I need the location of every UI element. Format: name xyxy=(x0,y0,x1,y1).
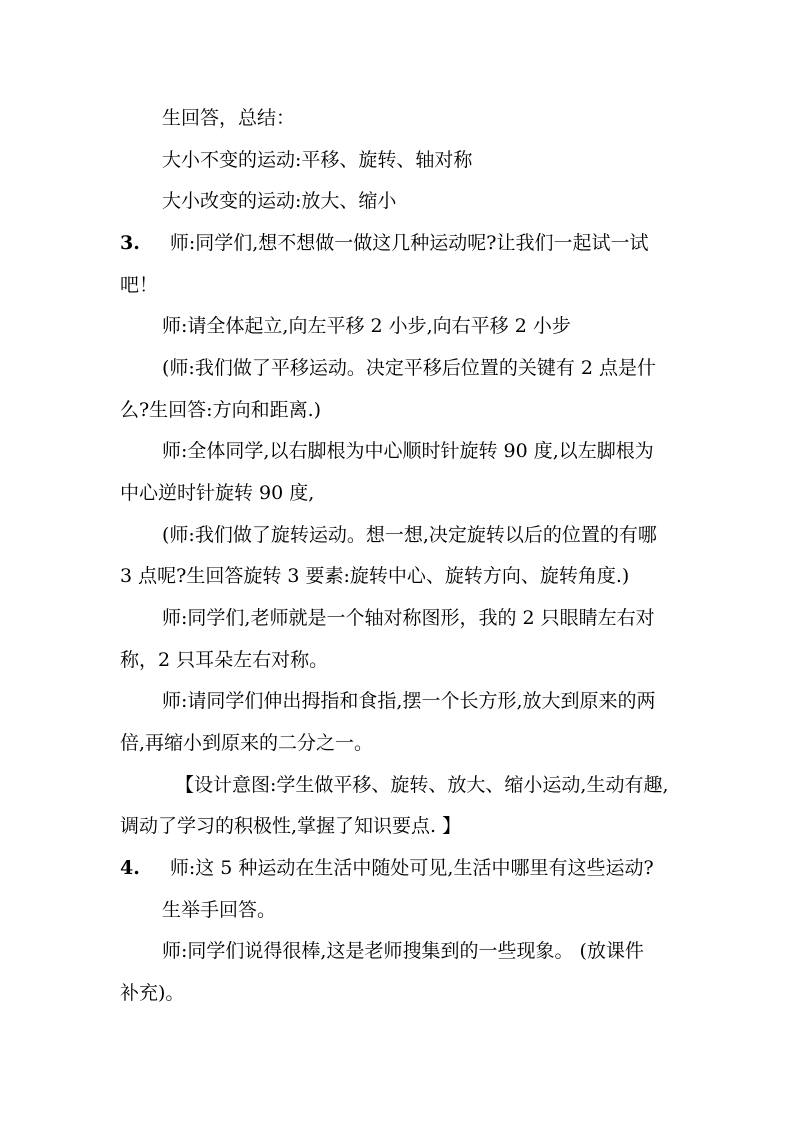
text-line: 中心逆时针旋转 90 度, xyxy=(120,482,315,504)
text-line: 生回答，总结： xyxy=(162,107,296,129)
text-line: 师:同学们,想不想做一做这几种运动呢?让我们一起试一试 xyxy=(169,232,649,254)
text-line: 师:全体同学,以右脚根为中心顺时针旋转 90 度,以左脚根为 xyxy=(162,440,654,462)
text-line: (师:我们做了旋转运动。想一想,决定旋转以后的位置的有哪 xyxy=(162,524,657,546)
text-line: 吧！ xyxy=(120,274,159,296)
text-line: 生举手回答。 xyxy=(162,899,277,921)
numbered-line xyxy=(120,231,648,255)
text-line: 倍,再缩小到原来的二分之一。 xyxy=(120,732,374,754)
numbered-line xyxy=(120,856,654,880)
text-line: 师:这 5 种运动在生活中随处可见,生活中哪里有这些运动? xyxy=(169,857,654,879)
item-number: 4. xyxy=(120,857,140,879)
text-line: 么?生回答:方向和距离.) xyxy=(120,399,322,421)
text-line: 师:请同学们伸出拇指和食指,摆一个长方形,放大到原来的两 xyxy=(162,690,656,712)
design-intent-line: 【设计意图:学生做平移、旋转、放大、缩小运动,生动有趣, xyxy=(175,774,669,796)
text-line: 师:请全体起立,向左平移 2 小步,向右平移 2 小步 xyxy=(162,315,571,337)
text-line: 称，2 只耳朵左右对称。 xyxy=(120,649,329,671)
text-line: 大小改变的运动:放大、缩小 xyxy=(162,190,397,212)
text-line: 补充)。 xyxy=(120,982,185,1004)
text-line: 3 点呢?生回答旋转 3 要素:旋转中心、旋转方向、旋转角度.) xyxy=(120,565,630,587)
text-line: 师:同学们说得很棒,这是老师搜集到的一些现象。 (放课件 xyxy=(162,940,644,962)
text-line: (师:我们做了平移运动。决定平移后位置的关键有 2 点是什 xyxy=(162,357,656,379)
text-line: 大小不变的运动:平移、旋转、轴对称 xyxy=(162,149,473,171)
text-line: 师:同学们,老师就是一个轴对称图形，我的 2 只眼睛左右对 xyxy=(162,607,655,629)
design-intent-line: 调动了学习的积极性,掌握了知识要点. 】 xyxy=(120,815,462,837)
item-number: 3. xyxy=(120,232,140,254)
